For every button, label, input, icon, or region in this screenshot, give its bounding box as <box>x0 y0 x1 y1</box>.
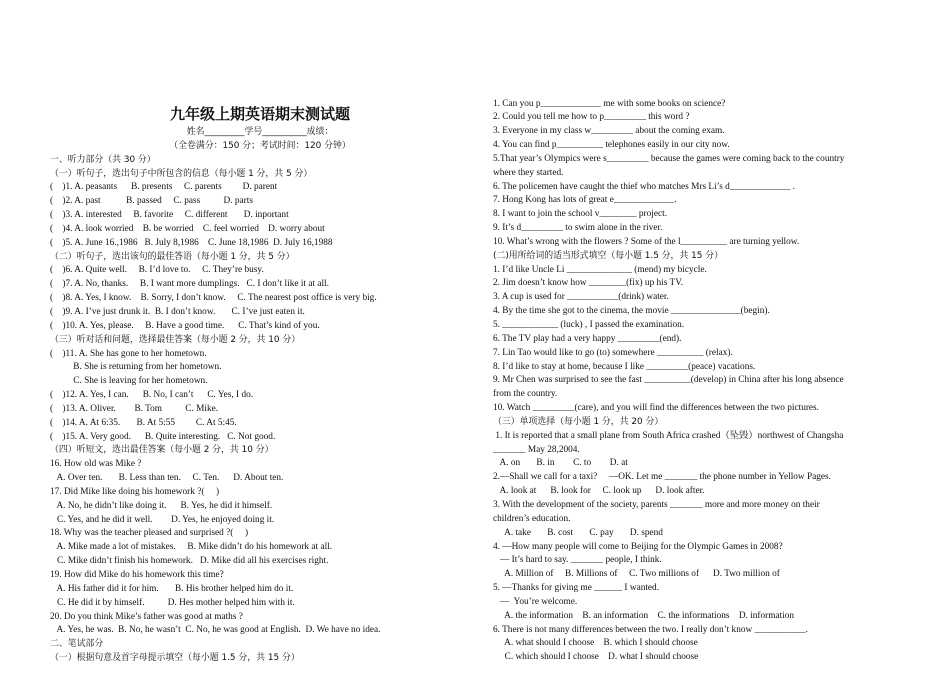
right-question-line: （三）单项选择（每小题 1 分，共 20 分） <box>493 416 664 427</box>
right-question-line: 2.—Shall we call for a taxi? —OK. Let me _______ the phone number in Yellow Pages. <box>493 472 831 483</box>
left-question-line: 20. Do you think Mike’s father was good at maths ? <box>50 611 243 622</box>
right-question-line: 9. It’s d_________ to swim alone in the river. <box>493 223 663 234</box>
right-question-line: 2. Could you tell me how to p_________ this word ? <box>493 112 690 123</box>
left-question-line: ( )12. A. Yes, I can. B. No, I can’t C. Yes, I do. <box>50 390 254 401</box>
left-question-line: ( )11. A. She has gone to her hometown. <box>50 348 207 359</box>
left-question-line: ( )7. A. No, thanks. B. I want more dumplings. C. I don’t like it at all. <box>50 279 329 290</box>
left-column <box>50 104 470 666</box>
left-question-line: ( )6. A. Quite well. B. I’d love to. C. They’re busy. <box>50 265 264 276</box>
left-question-line: ( )3. A. interested B. favorite C. different D. inportant <box>50 210 289 221</box>
right-question-line: 4. —How many people will come to Beijing for the Olympic Games in 2008? <box>493 541 783 552</box>
right-question-line: 1. Can you p_____________ me with some books on science? <box>493 98 726 109</box>
left-question-line: （一）听句子，选出句子中所包含的信息（每小题 1 分，共 5 分） <box>50 168 313 179</box>
right-question-line: A. Million of B. Millions of C. Two millions of D. Two million of <box>493 569 780 580</box>
right-question-line: where they started. <box>493 167 564 178</box>
right-question-line: 10. Watch _________(care), and you will find the differences between the two pictures. <box>493 403 820 414</box>
left-question-line: ( )5. A. June 16.,1986 B. July 8,1986 C. June 18,1986 D. July 16,1988 <box>50 237 333 248</box>
score-time-line: （全卷满分：150 分；考试时间：120 分钟） <box>169 140 351 151</box>
left-question-line: （二）听句子，选出该句的最佳答语（每小题 1 分，共 5 分） <box>50 251 295 262</box>
right-question-line: 3. With the development of the society, parents _______ more and more money on their <box>493 499 820 510</box>
right-question-line: 1. I’d like Uncle Li ______________ (mend) my bicycle. <box>493 264 707 275</box>
right-question-line: _______ May 28,2004. <box>493 444 580 455</box>
left-question-line: 17. Did Mike like doing his homework ?( ) <box>50 486 220 497</box>
right-question-line: A. what should I choose B. which I should choose <box>493 638 698 649</box>
right-question-line: 5.That year’s Olympics were s_________ because the games were coming back to the country <box>493 153 845 164</box>
right-question-line: 8. I want to join the school v________ project. <box>493 209 668 220</box>
right-question-line: 2. Jim doesn’t know how ________(fix) up his TV. <box>493 278 684 289</box>
left-question-line: A. His father did it for him. B. His brother helped him do it. <box>50 583 294 594</box>
left-question-line: C. Mike didn’t finish his homework. D. Mike did all his exercises right. <box>50 556 329 567</box>
right-question-line: 7. Lin Tao would like to go (to) somewhere __________ (relax). <box>493 347 733 358</box>
exam-title: 九年级上期英语期末测试题 <box>169 105 350 123</box>
left-question-line: 一、听力部分（共 30 分） <box>50 154 156 165</box>
left-question-list <box>50 154 470 666</box>
left-question-line: ( )10. A. Yes, please. B. Have a good time. C. That’s kind of you. <box>50 320 320 331</box>
right-question-line: 4. By the time she got to the cinema, the movie _______________(begin). <box>493 306 770 317</box>
left-question-line: （三）听对话和问题，选择最佳答案（每小题 2 分，共 10 分） <box>50 334 301 345</box>
left-question-line: C. Yes, and he did it well. D. Yes, he enjoyed doing it. <box>50 514 275 525</box>
right-question-line: — You’re welcome. <box>493 596 578 607</box>
right-question-line: 6. The TV play had a very happy _________(end). <box>493 333 682 344</box>
right-question-line: 3. Everyone in my class w_________ about the coming exam. <box>493 126 725 137</box>
left-question-line: A. Yes, he was. B. No, he wasn’t C. No, he was good at English. D. We have no idea. <box>50 625 381 636</box>
left-question-line: A. No, he didn’t like doing it. B. Yes, he did it himself. <box>50 500 273 511</box>
right-question-line: 6. The policemen have caught the thief who matches Mrs Li’s d_____________ . <box>493 181 795 192</box>
left-question-line: 18. Why was the teacher pleased and surprised ?( ) <box>50 528 249 539</box>
left-question-line: ( )4. A. look worried B. be worried C. feel worried D. worry about <box>50 223 325 234</box>
left-question-line: 二、笔试部分 <box>50 639 104 650</box>
left-question-line: ( )1. A. peasants B. presents C. parents D. parent <box>50 182 278 193</box>
right-question-line: 5. —Thanks for giving me ______ I wanted. <box>493 583 660 594</box>
right-question-line: — It’s hard to say. _______ people, I think. <box>493 555 662 566</box>
left-question-line: （一）根据句意及首字母提示填空（每小题 1.5 分，共 15 分） <box>50 653 300 664</box>
left-question-line: ( )13. A. Oliver. B. Tom C. Mike. <box>50 403 219 414</box>
right-question-line: A. take B. cost C. pay D. spend <box>493 527 663 538</box>
right-question-list <box>493 98 903 666</box>
right-question-line: 3. A cup is used for ___________(drink) water. <box>493 292 669 303</box>
left-question-line: ( )9. A. I’ve just drunk it. B. I don’t know. C. I’ve just eaten it. <box>50 306 305 317</box>
right-column <box>493 98 903 666</box>
right-question-line: A. look at B. look for C. look up D. look after. <box>493 486 705 497</box>
left-question-line: A. Mike made a lot of mistakes. B. Mike didn’t do his homework at all. <box>50 542 333 553</box>
left-question-line: A. Over ten. B. Less than ten. C. Ten. D. About ten. <box>50 473 284 484</box>
left-question-line: 19. How did Mike do his homework this time? <box>50 570 224 580</box>
right-question-line: 6. There is not many differences between the two. I really don’t know ___________. <box>493 624 808 635</box>
left-question-line: C. He did it by himself. D. Hes mother helped him with it. <box>50 597 295 608</box>
right-question-line: 1. It is reported that a small plane from South Africa crashed（坠毁）northwest of Changsha <box>493 430 844 441</box>
right-question-line: 5. ____________ (luck) , I passed the examination. <box>493 320 685 330</box>
right-question-line: A. on B. in C. to D. at <box>493 458 628 469</box>
right-question-line: (二)用所给词的适当形式填空（每小题 1.5 分，共 15 分） <box>493 250 723 261</box>
left-question-line: B. She is returning from her hometown. <box>50 362 222 373</box>
right-question-line: 7. Hong Kong has lots of great e_____________. <box>493 195 677 206</box>
right-question-line: 4. You can find p__________ telephones easily in our city now. <box>493 140 730 151</box>
left-question-line: ( )2. A. past B. passed C. pass D. parts <box>50 196 253 207</box>
right-question-line: 9. Mr Chen was surprised to see the fast __________(develop) in China after his long absence <box>493 375 844 386</box>
left-question-line: ( )14. A. At 6:35. B. At 5:55 C. At 5:45. <box>50 417 237 428</box>
right-question-line: from the country. <box>493 389 558 400</box>
right-question-line: C. which should I choose D. what I should choose <box>493 652 699 663</box>
left-question-line: ( )8. A. Yes, I know. B. Sorry, I don’t know. C. The nearest post office is very big. <box>50 293 377 304</box>
right-question-line: children’s education. <box>493 513 571 524</box>
student-info-line: 姓名_________学号__________成绩： <box>186 127 334 137</box>
left-question-line: ( )15. A. Very good. B. Quite interesting. C. Not good. <box>50 431 276 442</box>
left-question-line: 16. How old was Mike ? <box>50 459 142 470</box>
right-question-line: 8. I’d like to stay at home, because I like _________(peace) vacations. <box>493 361 756 372</box>
right-question-line: 10. What’s wrong with the flowers ? Some of the l__________ are turning yellow. <box>493 236 800 247</box>
left-question-line: （四）听短文，选出最佳答案（每小题 2 分，共 10 分） <box>50 445 274 456</box>
right-question-line: A. the information B. an information C. the informations D. information <box>493 610 795 621</box>
left-question-line: C. She is leaving for her hometown. <box>50 376 208 387</box>
